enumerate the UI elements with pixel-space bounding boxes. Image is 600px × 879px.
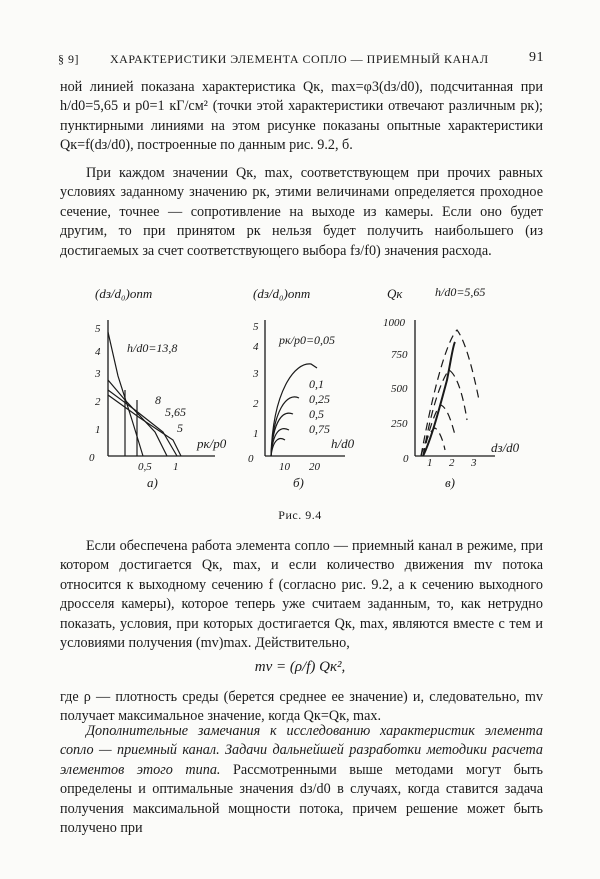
panel-a-y-ticks [94,323,101,436]
panel-a-x-tick: 0 [89,452,95,464]
panel-c-y-ticks [383,317,408,430]
paragraph-4: где ρ — плотность среды (берется среднее ее значение) и, следовательно, mv получает максимальное значение, когда Qк=Qк, max. [60,689,543,725]
panel-a-label-8: 8 [155,393,161,407]
panel-b-curve-labels [278,333,335,436]
panel-c-dashed-3 [423,405,455,456]
panel-c-y-tick: 1000 [383,317,405,329]
page-number: 91 [529,50,544,65]
panel-a-letter: а) [147,475,158,490]
paragraph-3: Если обеспечена работа элемента сопло — приемный канал в режиме, при котором достигается Qк, max, и если количество движения mv потока относится к выходному сечению f (согласно рис. 9.2, а к сечению выходного дросселя камеры), которое теперь уже считаем заданным, то, как нетрудно показать, условия, при которых достигается Qк, max, являются вместе с тем и условиями получения (mv)max. Действительно, [60,538,543,652]
panel-a-x-tick: 1 [173,461,179,473]
panel-c-y-tick: 750 [391,349,408,361]
panel-a-y-tick: 3 [95,368,101,380]
panel-b-x-tick: 20 [309,461,320,473]
panel-a-label-13-8: h/d0=13,8 [127,341,178,355]
panel-a-label-5-65: 5,65 [165,405,186,419]
panel-a-y-tick: 5 [95,323,101,335]
formula-mv: mv = (ρ/f) Qк², [254,659,346,675]
panel-b-y-label: (dз/d₀)опт [253,286,311,301]
panel-a-y-tick: 4 [95,346,101,358]
panel-a-label-5: 5 [177,421,183,435]
panel-c-x-tick: 2 [449,457,455,469]
panel-a-y-tick: 2 [95,396,101,408]
figure-9-4 [85,280,555,495]
panel-a-y-label: (dз/d₀)опт [95,286,153,301]
paragraph-5-italic: Дополнительные замечания к исследованию характеристик элемента сопло — приемный канал. Задачи дальнейшей разработки методики расчета элементов этого типа. [60,723,543,778]
panel-b-label-0-25: 0,25 [309,392,330,406]
panel-a-curve-5-65 [108,390,177,456]
panel-c-x-tick: 3 [471,457,477,469]
figure-panel-a [85,280,235,495]
panel-b-y-tick: 4 [253,341,259,353]
panel-b-x-label: h/d0 [331,436,355,451]
panel-b-x-tick: 0 [248,453,254,465]
panel-c-x-tick: 0 [403,453,409,465]
panel-c-y-tick: 500 [391,383,408,395]
panel-a-x-label: pк/p0 [197,436,227,451]
panel-b-x-tick: 10 [279,461,290,473]
panel-b-y-tick: 5 [253,321,259,333]
paragraph-1: ной линией показана характеристика Qк, max=φ3(dз/d0), подсчитанная при h/d0=5,65 и p0=1 кГ/см² (точки этой характеристики отвечают различным pк); пунктирными линиями на этом рисунке показаны опытные характеристики Qк=f(dз/d0), построенные по данным рис. 9.2, б. [60,79,543,154]
panel-c-x-label: dз/d0 [491,440,520,455]
paragraph-5 [60,722,543,838]
panel-a-curve-labels [127,341,186,435]
running-title: ХАРАКТЕРИСТИКИ ЭЛЕМЕНТА СОПЛО — ПРИЕМНЫЙ КАНАЛ [110,52,489,66]
panel-c-top-label: h/d0=5,65 [435,285,486,299]
panel-b-label-0-1: 0,1 [309,377,324,391]
panel-a-x-ticks [89,452,179,473]
panel-b-y-tick: 2 [253,398,259,410]
panel-c-x-tick: 1 [427,457,433,469]
figure-panel-b [245,280,385,495]
paragraph-2: При каждом значении Qк, max, соответствующем при прочих равных условиях заданному значению pк, этими величинами определяется проходное сечение, точнее — сопротивление на выходе из камеры. Если оно будет другим, то при принятом pк нельзя будет получить наибольшего (из достигаемых за счет соответствующего выбора fз/f0) значения расхода. [60,165,543,259]
panel-a-y-tick: 1 [95,424,101,436]
panel-c-y-label: Qк [387,286,403,301]
panel-b-letter: б) [293,475,304,490]
figure-panel-c [375,280,545,495]
panel-b-y-tick: 1 [253,428,259,440]
panel-b-curve-0-1 [271,397,299,456]
panel-a-x-tick: 0,5 [138,461,152,473]
panel-b-y-tick: 3 [253,368,259,380]
figure-caption: Рис. 9.4 [278,508,322,522]
running-header [58,52,544,70]
section-number: § 9] [58,52,79,66]
panel-b-label-0-5: 0,5 [309,407,324,421]
panel-b-y-ticks [252,321,259,440]
paragraph-5-rest: Рассмотренными выше методами могут быть определены и оптимальные значения dз/d0 в случаях, когда ставится задача получения максимальной мощности потока, причем решение может быть получено при [60,761,544,837]
panel-c-y-tick: 250 [391,418,408,430]
panel-b-label-0-05: pк/p0=0,05 [279,333,336,347]
panel-c-letter: в) [445,475,455,490]
panel-b-label-0-75: 0,75 [309,422,330,436]
